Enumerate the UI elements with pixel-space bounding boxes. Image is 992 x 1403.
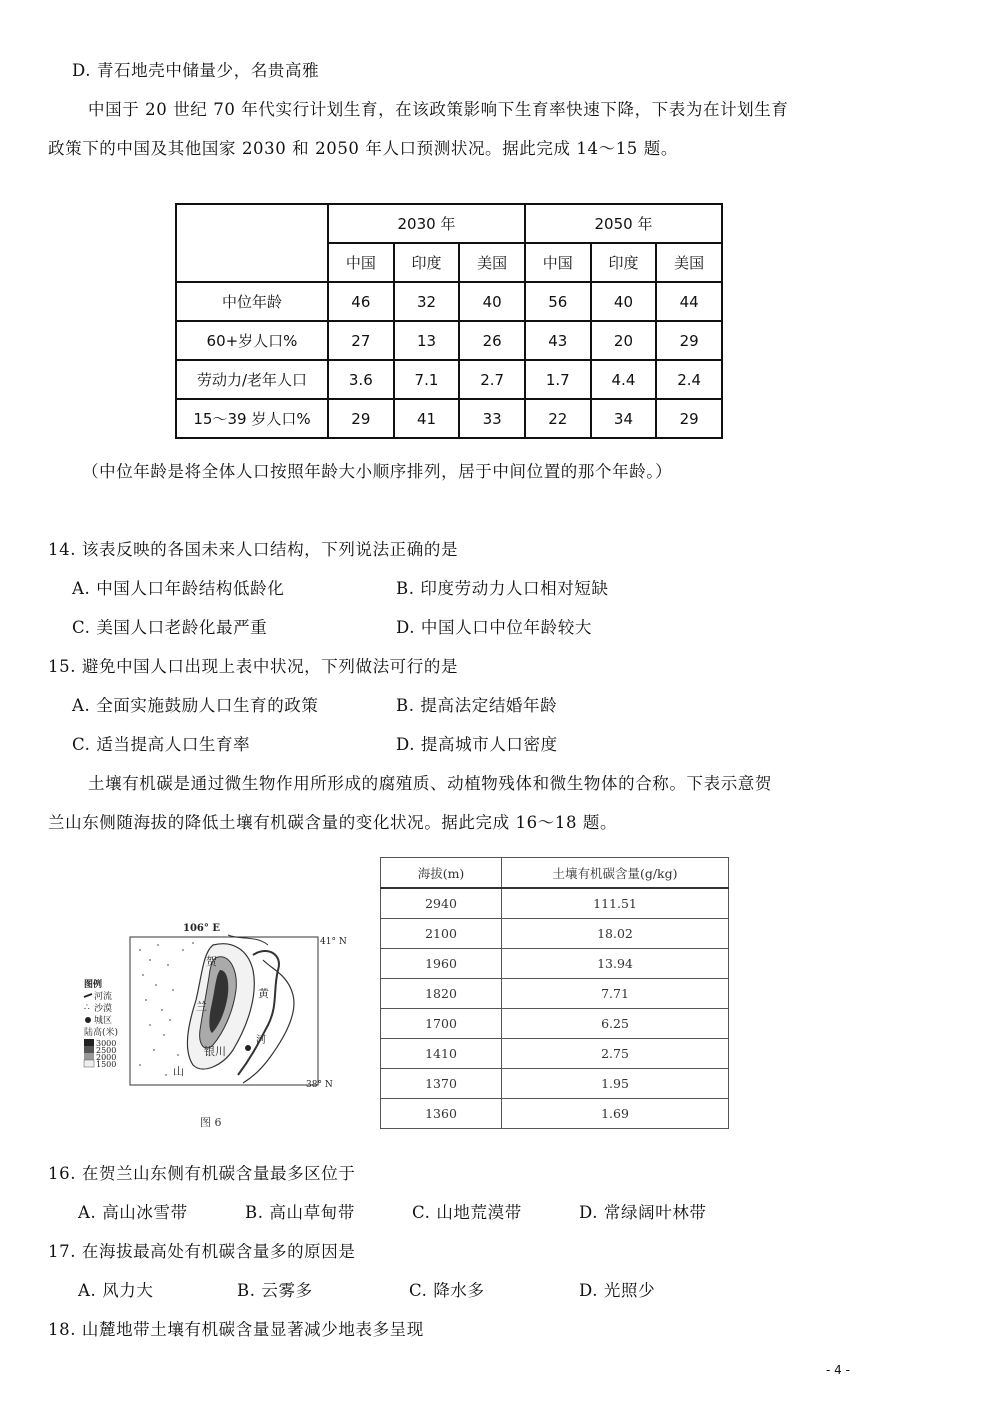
table-cell: 32 [394,282,460,321]
q14-option-a[interactable]: A. 中国人口年龄结构低龄化 [72,579,285,598]
table-cell: 26 [459,321,525,360]
table-cell: 34 [591,399,657,438]
q17-option-a[interactable]: A. 风力大 [78,1281,154,1300]
svg-text:陆高(米): 陆高(米) [84,1028,119,1038]
q15-option-a[interactable]: A. 全面实施鼓励人口生育的政策 [72,696,319,715]
q17-option-c[interactable]: C. 降水多 [409,1281,485,1300]
table-cell: 13 [394,321,460,360]
q13-option-d: D. 青石地壳中储量少，名贵高雅 [72,61,320,80]
intro-paragraph-2: 土壤有机碳是通过微生物作用所形成的腐殖质、动植物残体和微生物体的合称。下表示意贺 [88,774,772,793]
q16-option-b[interactable]: B. 高山草甸带 [245,1203,355,1222]
q17-option-d[interactable]: D. 光照少 [579,1281,656,1300]
q14-option-c[interactable]: C. 美国人口老龄化最严重 [72,618,268,637]
table-cell: 22 [525,399,591,438]
table-row [381,1039,729,1069]
carbon-cell: 13.94 [502,949,729,979]
altitude-cell: 2940 [381,888,502,919]
altitude-header: 海拔(m) [381,858,502,889]
intro-paragraph-2-cont: 兰山东侧随海拔的降低土壤有机碳含量的变化状况。据此完成 16～18 题。 [48,813,618,832]
table-row [176,282,722,321]
table-cell: 29 [328,399,394,438]
table-cell: 43 [525,321,591,360]
q16-option-d[interactable]: D. 常绿阔叶林带 [579,1203,707,1222]
table-row [381,979,729,1009]
table-cell: 20 [591,321,657,360]
altitude-cell: 1360 [381,1099,502,1129]
lat-top-label: 41° N [320,937,347,947]
year-2030-header: 2030 年 [328,204,525,243]
median-age-note: （中位年龄是将全体人口按照年龄大小顺序排列，居于中间位置的那个年龄。） [82,462,673,481]
carbon-cell: 6.25 [502,1009,729,1039]
row-label: 15～39 岁人口% [176,399,328,438]
altitude-cell: 1820 [381,979,502,1009]
table-cell: 7.1 [394,360,460,399]
question-16: 16. 在贺兰山东侧有机碳含量最多区位于 [48,1164,356,1183]
carbon-cell: 18.02 [502,919,729,949]
table-row [176,321,722,360]
label-yinchuan: 银川 [204,1045,226,1058]
table-cell: 29 [656,321,722,360]
altitude-cell: 2100 [381,919,502,949]
table-cell: 3.6 [328,360,394,399]
map-legend [84,978,118,1069]
table-cell: 2.4 [656,360,722,399]
label-he2: 河 [256,1035,266,1046]
svg-text:∴: ∴ [84,1003,90,1013]
desert-dots [139,942,194,1076]
svg-text:河流: 河流 [94,992,113,1002]
country-header: 中国 [328,243,394,282]
q16-option-c[interactable]: C. 山地荒漠带 [412,1203,522,1222]
row-label: 劳动力/老年人口 [176,360,328,399]
population-table [175,203,723,439]
q14-option-b[interactable]: B. 印度劳动力人口相对短缺 [396,579,609,598]
altitude-cell: 1700 [381,1009,502,1039]
country-header: 美国 [459,243,525,282]
table-cell: 33 [459,399,525,438]
table-cell: 40 [459,282,525,321]
table-corner [176,204,328,282]
row-label: 60+岁人口% [176,321,328,360]
carbon-header: 土壤有机碳含量(g/kg) [502,858,729,889]
table-row [381,949,729,979]
table-cell: 40 [591,282,657,321]
table-cell: 56 [525,282,591,321]
table-cell: 46 [328,282,394,321]
label-he: 贺 [206,955,217,968]
country-header: 美国 [656,243,722,282]
intro-paragraph-1-cont: 政策下的中国及其他国家 2030 和 2050 年人口预测状况。据此完成 14～15 题。 [48,139,678,158]
table-row [381,1069,729,1099]
table-cell: 2.7 [459,360,525,399]
carbon-cell: 111.51 [502,888,729,919]
table-cell: 27 [328,321,394,360]
table-row [176,360,722,399]
q14-option-d[interactable]: D. 中国人口中位年龄较大 [396,618,592,637]
svg-text:2000: 2000 [96,1053,117,1062]
label-huang: 黄 [258,987,269,1000]
soil-carbon-table [380,857,729,1129]
altitude-cell: 1370 [381,1069,502,1099]
lat-bottom-label: 38° N [306,1080,333,1090]
svg-text:1500: 1500 [96,1060,117,1069]
svg-text:图例: 图例 [84,980,103,990]
altitude-cell: 1960 [381,949,502,979]
table-row [381,1099,729,1129]
country-header: 印度 [394,243,460,282]
page-number: - 4 - [826,1363,850,1377]
row-label: 中位年龄 [176,282,328,321]
country-header: 印度 [591,243,657,282]
question-14: 14. 该表反映的各国未来人口结构，下列说法正确的是 [48,540,459,559]
helan-mountain-map [78,915,348,1095]
altitude-cell: 1410 [381,1039,502,1069]
q16-option-a[interactable]: A. 高山冰雪带 [78,1203,188,1222]
carbon-cell: 7.71 [502,979,729,1009]
label-shan: 山 [173,1065,184,1078]
q15-option-c[interactable]: C. 适当提高人口生育率 [72,735,251,754]
label-lan: 兰 [196,1000,207,1013]
svg-text:3000: 3000 [96,1039,117,1048]
figure-caption: 图 6 [200,1116,222,1129]
question-17: 17. 在海拔最高处有机碳含量多的原因是 [48,1242,356,1261]
table-cell: 1.7 [525,360,591,399]
table-row [381,888,729,919]
svg-text:2500: 2500 [96,1046,117,1055]
carbon-cell: 1.69 [502,1099,729,1129]
question-15: 15. 避免中国人口出现上表中状况，下列做法可行的是 [48,657,459,676]
carbon-cell: 2.75 [502,1039,729,1069]
svg-text:城区: 城区 [94,1016,113,1026]
table-cell: 29 [656,399,722,438]
table-row [381,1009,729,1039]
q15-option-d[interactable]: D. 提高城市人口密度 [396,735,558,754]
table-row [176,399,722,438]
table-cell: 41 [394,399,460,438]
country-header: 中国 [525,243,591,282]
longitude-label: 106° E [183,923,220,934]
q15-option-b[interactable]: B. 提高法定结婚年龄 [396,696,558,715]
table-cell: 4.4 [591,360,657,399]
carbon-cell: 1.95 [502,1069,729,1099]
svg-text:沙漠: 沙漠 [94,1004,113,1014]
q17-option-b[interactable]: B. 云雾多 [237,1281,313,1300]
year-2050-header: 2050 年 [525,204,722,243]
table-row [381,919,729,949]
question-18: 18. 山麓地带土壤有机碳含量显著减少地表多呈现 [48,1320,424,1339]
intro-paragraph-1: 中国于 20 世纪 70 年代实行计划生育，在该政策影响下生育率快速下降，下表为在计划生育 [88,100,789,119]
table-cell: 44 [656,282,722,321]
